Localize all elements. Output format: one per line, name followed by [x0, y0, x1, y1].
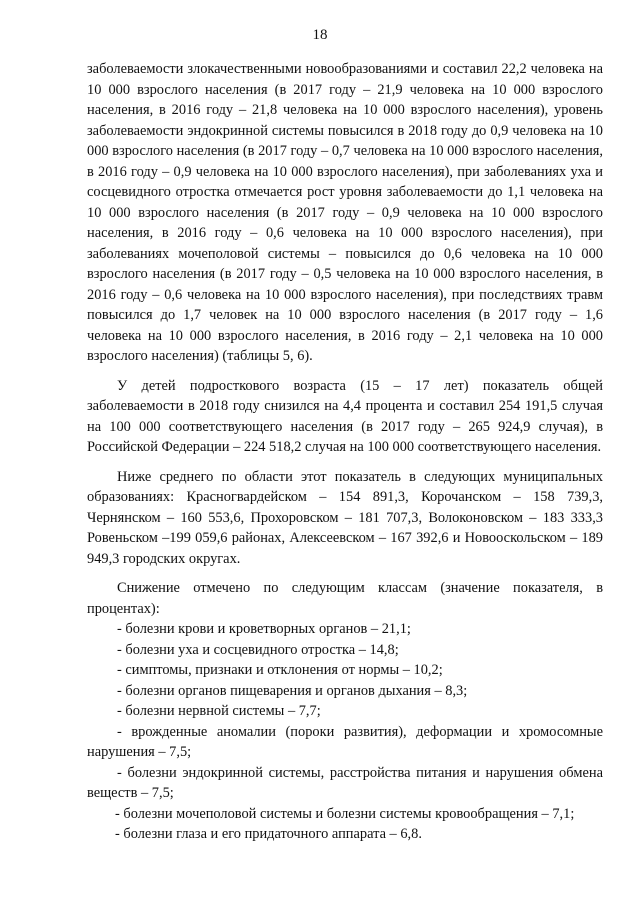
decrease-classes-list: [87, 619, 603, 845]
list-item: - болезни нервной системы – 7,7;: [117, 703, 321, 719]
list-item: - болезни уха и сосцевидного отростка – 14,8;: [117, 641, 399, 658]
list-item: - врожденные аномалии (пороки развития), деформации и хромосомные нарушения – 7,5;: [87, 723, 603, 760]
list-item: - болезни мочеполовой системы и болезни системы кровообращения – 7,1;: [115, 805, 575, 822]
paragraph-municipal-below-average: Ниже среднего по области этот показатель в следующих муниципальных образованиях: Красногвардейском – 154 891,3, Корочанском – 158 739,3, Чернянском – 160 553,6, Прохоровском – 181 707,3, Волоконовском – 183 333,3 Ровеньском –199 059,6 районах, Алексеевском – 167 392,6 и Новооскольском – 189 949,3 городских округах.: [87, 468, 603, 567]
paragraph-adolescent-morbidity: У детей подросткового возраста (15 – 17 лет) показатель общей заболеваемости в 2018 году снизился на 4,4 процента и составил 254 191,5 случая на 100 000 соответствующего населения (в 2017 году – 265 924,9 случая), в Российской Федерации – 224 518,2 случая на 100 000 соответствующего населения.: [87, 377, 603, 455]
page-number: 18: [312, 27, 328, 43]
paragraph-adult-morbidity: заболеваемости злокачественными новообразованиями и составил 22,2 человека на 10 000 взрослого населения (в 2017 году – 21,9 человека на 10 000 взрослого населения, в 2016 году – 21,8 человека на 10 000 взрослого населения), уровень заболеваемости эндокринной системы повысился в 2018 году до 0,9 человека на 10 000 взрослого населения (в 2017 году – 0,7 человека на 10 000 взрослого населения, в 2016 году – 0,9 человека на 10 000 взрослого населения), при заболеваниях уха и сосцевидного отростка отмечается рост уровня заболеваемости до 1,1 человека на 10 000 взрослого населения (в 2017 году – 0,9 человека на 10 000 взрослого населения, в 2016 году – 0,6 человека на 10 000 взрослого населения), при заболеваниях мочеполовой системы – повысился до 0,6 человека на 10 000 взрослого населения (в 2017 году – 0,5 человека на 10 000 взрослого населения, в 2016 году – 0,6 человека на 10 000 взрослого населения), при последствиях травм повысился до 1,7 человек на 10 000 взрослого населения (в 2017 году – 1,6 человека на 10 000 взрослого населения, в 2016 году – 2,1 человека на 10 000 взрослого населения) (таблицы 5, 6).: [87, 61, 603, 364]
list-item: - болезни эндокринной системы, расстройства питания и нарушения обмена веществ – 7,5;: [87, 764, 603, 801]
list-item: - болезни крови и кроветворных органов – 21,1;: [117, 621, 411, 637]
list-item: - симптомы, признаки и отклонения от нормы – 10,2;: [117, 662, 443, 678]
document-body: [87, 59, 603, 845]
paragraph-decrease-intro: Снижение отмечено по следующим классам (значение показателя, в процентах):: [87, 580, 603, 617]
list-item: - болезни глаза и его придаточного аппарата – 6,8.: [115, 826, 422, 842]
list-item: - болезни органов пищеварения и органов дыхания – 8,3;: [117, 682, 468, 699]
